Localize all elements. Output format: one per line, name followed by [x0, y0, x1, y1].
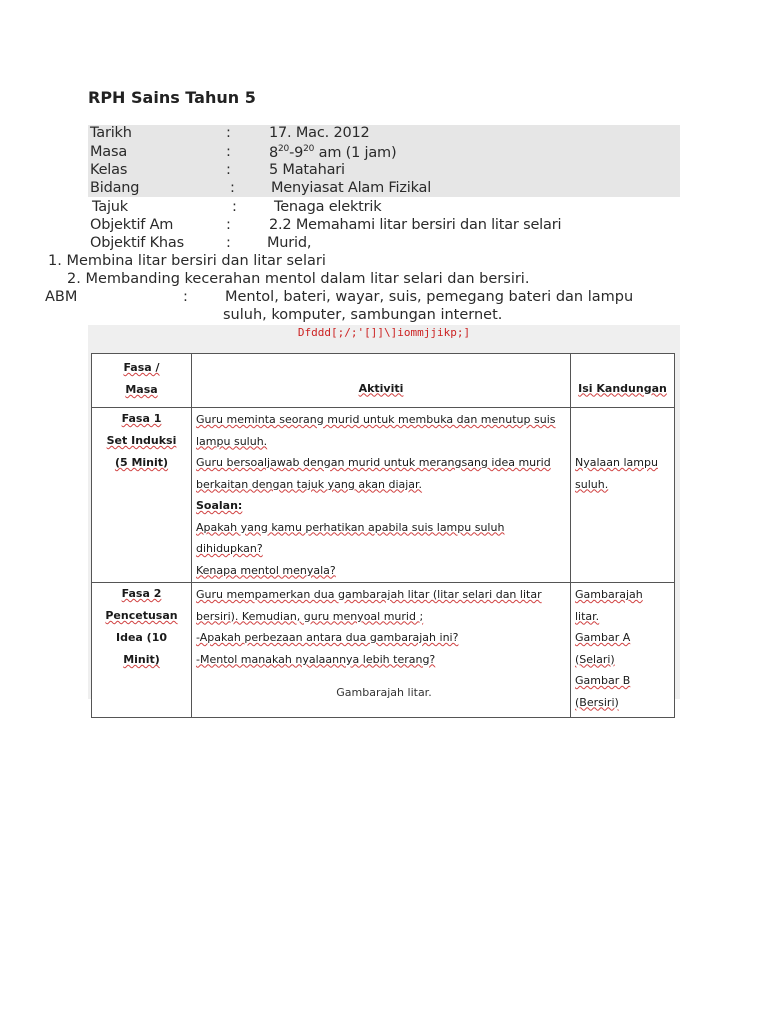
header-aktiviti: Aktiviti — [192, 354, 571, 408]
info-sep: : — [226, 235, 231, 251]
info-label-objektif-khas: Objektif Khas — [90, 235, 184, 251]
info-value-tarikh: 17. Mac. 2012 — [269, 125, 370, 141]
lesson-table — [91, 353, 675, 718]
table-row — [92, 408, 675, 583]
objective-item: 1. Membina litar bersiri dan litar selari — [48, 253, 326, 269]
info-sep: : — [232, 199, 237, 215]
fasa-cell: Fasa 1 Set Induksi (5 Minit) — [92, 408, 192, 583]
abm-sep: : — [183, 289, 188, 305]
isi-kandungan-cell: Nyalaan lampu suluh. — [571, 408, 675, 583]
aktiviti-cell: Guru meminta seorang murid untuk membuka dan menutup suis lampu suluh. Guru bersoaljawab dengan murid untuk merangsang idea murid berkaitan dengan tajuk yang akan diajar. Soalan: Apakah yang kamu perhatikan apabila suis lampu suluh dihidupkan? Kenapa mentol menyala? — [192, 408, 571, 583]
info-label-masa: Masa — [90, 144, 128, 160]
info-label-objektif-am: Objektif Am — [90, 217, 174, 233]
info-value-tajuk: Tenaga elektrik — [274, 199, 382, 215]
info-label-tajuk: Tajuk — [92, 199, 128, 215]
objective-item: 2. Membanding kecerahan mentol dalam litar selari dan bersiri. — [67, 271, 530, 287]
info-value-bidang: Menyiasat Alam Fizikal — [271, 180, 432, 196]
aktiviti-cell: Guru mempamerkan dua gambarajah litar (litar selari dan litar bersiri). Kemudian, guru menyoal murid ; -Apakah perbezaan antara dua gambarajah ini? -Mentol manakah nyalaannya lebih terang? — [192, 583, 571, 718]
isi-kandungan-cell: Gambarajah litar. Gambar A (Selari) Gambar B (Bersiri) — [571, 583, 675, 718]
info-label-tarikh: Tarikh — [90, 125, 132, 141]
info-label-kelas: Kelas — [90, 162, 128, 178]
page-title: RPH Sains Tahun 5 — [88, 88, 256, 107]
info-label-bidang: Bidang — [90, 180, 140, 196]
info-sep: : — [226, 144, 231, 160]
abm-label: ABM — [45, 289, 78, 305]
header-fasa-masa: Fasa / Masa — [92, 354, 192, 408]
embedded-heading: Dfddd[;/;'[]]\]iommjjikp;] — [297, 326, 471, 339]
info-value-kelas: 5 Matahari — [269, 162, 345, 178]
fasa-cell: Fasa 2 Pencetusan Idea (10 Minit) — [92, 583, 192, 718]
info-value-masa: $8^{20}-9^{20}$ am (1 jam) — [269, 144, 397, 161]
diagram-caption: Gambarajah litar. — [336, 686, 432, 699]
info-value-objektif-khas: Murid, — [267, 235, 312, 251]
abm-line-2: suluh, komputer, sambungan internet. — [223, 307, 503, 323]
abm-line-1: Mentol, bateri, wayar, suis, pemegang bateri dan lampu — [225, 289, 634, 305]
info-value-objektif-am: 2.2 Memahami litar bersiri dan litar selari — [269, 217, 562, 233]
info-sep: : — [226, 217, 231, 233]
header-isi-kandungan: Isi Kandungan — [571, 354, 675, 408]
info-sep: : — [226, 125, 231, 141]
table-header-row — [92, 354, 675, 408]
info-sep: : — [230, 180, 235, 196]
info-sep: : — [226, 162, 231, 178]
